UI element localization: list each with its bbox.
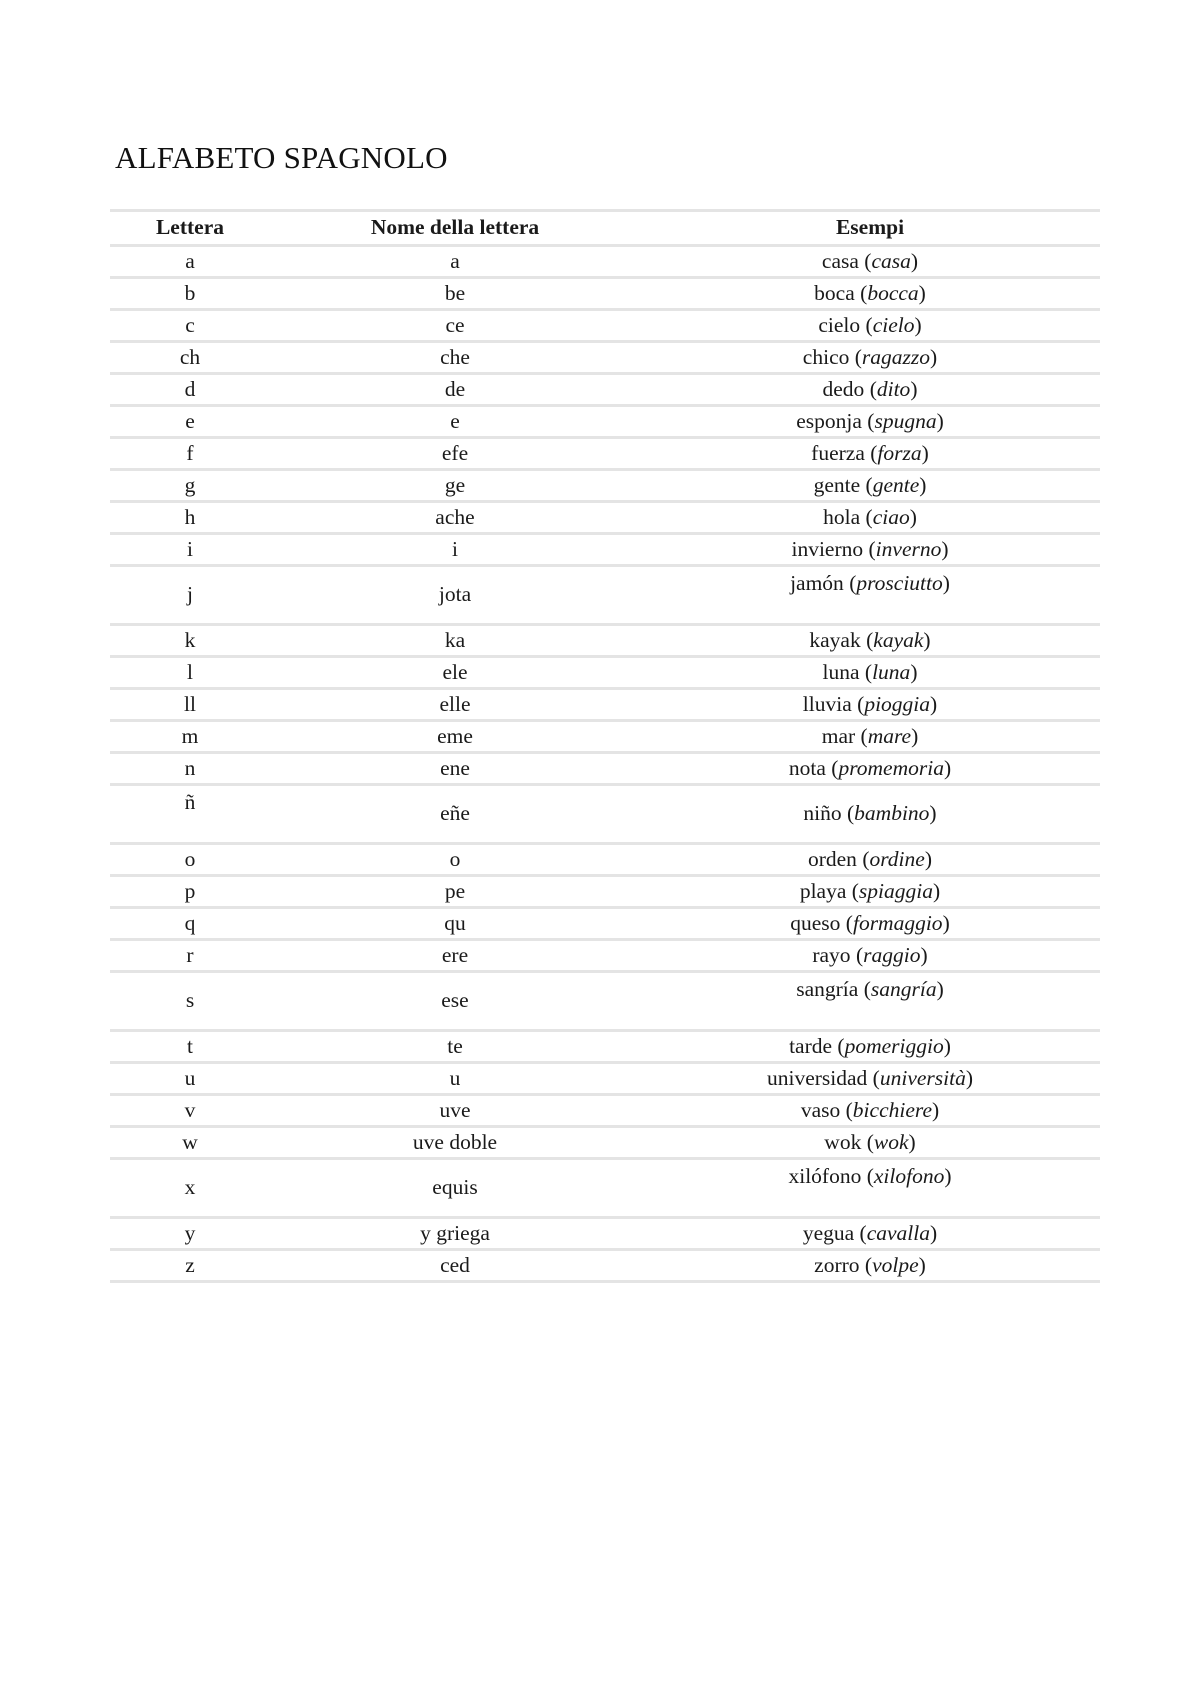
letter-cell: t <box>187 1033 193 1058</box>
table-row <box>110 786 1100 845</box>
example-word: casa <box>821 248 859 273</box>
letter-cell: v <box>184 1097 196 1122</box>
example-translation: promemoria <box>838 755 944 780</box>
table-row <box>110 567 1100 626</box>
example-cell: jamón ( prosciutto ) <box>790 571 950 595</box>
example-translation: raggio <box>863 942 921 967</box>
letter-cell: ll <box>184 691 196 716</box>
table-row <box>110 1128 1100 1160</box>
example-translation: sangría <box>870 977 937 1001</box>
letter-name-cell: de <box>444 376 466 401</box>
letter-cell: ñ <box>184 790 196 814</box>
example-cell: mar ( mare ) <box>821 723 919 748</box>
table-row <box>110 343 1100 375</box>
letter-name-cell: eme <box>437 723 473 748</box>
example-cell: xilófono ( xilofono ) <box>788 1164 952 1188</box>
example-word: luna <box>822 659 860 684</box>
example-word: playa <box>799 878 847 903</box>
table-row <box>110 658 1100 690</box>
example-word: vaso <box>800 1097 841 1122</box>
example-cell: vaso ( bicchiere ) <box>800 1097 940 1122</box>
example-translation: spugna <box>874 408 937 433</box>
example-word: mar <box>821 723 856 748</box>
alphabet-table <box>110 209 1100 1283</box>
letter-name-cell: a <box>450 248 460 273</box>
table-header-row <box>110 212 1100 247</box>
letter-cell: r <box>186 942 194 967</box>
table-row <box>110 1032 1100 1064</box>
example-translation: pioggia <box>864 691 931 716</box>
letter-cell: c <box>185 312 195 337</box>
letter-name-cell: y griega <box>420 1220 490 1245</box>
table-row <box>110 471 1100 503</box>
example-translation: ordine <box>869 846 925 871</box>
letter-cell: h <box>184 504 196 529</box>
example-cell: universidad ( università ) <box>766 1065 974 1090</box>
table-row <box>110 973 1100 1032</box>
example-cell: rayo ( raggio ) <box>812 942 928 967</box>
table-row <box>110 626 1100 658</box>
letter-name-cell: ce <box>445 312 465 337</box>
page-title: ALFABETO SPAGNOLO <box>115 140 448 175</box>
example-cell: tarde ( pomeriggio ) <box>789 1033 951 1058</box>
table-row <box>110 941 1100 973</box>
letter-cell: f <box>186 440 194 465</box>
example-word: kayak <box>809 627 861 652</box>
letter-cell: j <box>187 582 193 607</box>
table-row <box>110 1219 1100 1251</box>
example-cell: zorro ( volpe ) <box>814 1252 926 1277</box>
letter-name-cell: o <box>449 846 461 871</box>
example-cell: dedo ( dito ) <box>822 376 918 401</box>
table-row <box>110 690 1100 722</box>
example-cell: cielo ( cielo ) <box>818 312 922 337</box>
letter-cell: m <box>181 723 199 748</box>
letter-cell: d <box>184 376 196 401</box>
letter-name-cell: uve <box>439 1097 471 1122</box>
example-translation: ciao <box>872 504 910 529</box>
table-row <box>110 877 1100 909</box>
example-translation: spiaggia <box>858 878 933 903</box>
letter-cell: k <box>184 627 196 652</box>
example-word: jamón <box>790 571 844 595</box>
example-translation: pomeriggio <box>844 1033 944 1058</box>
example-word: gente <box>813 472 861 497</box>
example-cell: yegua ( cavalla ) <box>802 1220 938 1245</box>
example-word: boca <box>814 280 855 305</box>
example-word: tarde <box>789 1033 833 1058</box>
example-translation: xilofono <box>873 1164 945 1188</box>
letter-name-cell: e <box>450 408 460 433</box>
letter-name-cell: be <box>444 280 466 305</box>
letter-name-cell: pe <box>444 878 466 903</box>
example-translation: formaggio <box>852 910 943 935</box>
example-cell: nota ( promemoria ) <box>788 755 952 780</box>
example-cell: invierno ( inverno ) <box>791 536 949 561</box>
letter-name-cell: ene <box>440 755 470 780</box>
example-word: wok <box>824 1129 862 1154</box>
table-row <box>110 407 1100 439</box>
letter-cell: s <box>185 988 195 1013</box>
example-word: xilófono <box>788 1164 862 1188</box>
example-word: yegua <box>802 1220 855 1245</box>
example-translation: ragazzo <box>861 344 931 369</box>
example-translation: forza <box>877 440 922 465</box>
example-translation: cielo <box>872 312 915 337</box>
column-header-examples: Esempi <box>835 215 905 240</box>
example-word: orden <box>807 846 857 871</box>
example-translation: gente <box>872 472 920 497</box>
letter-name-cell: ele <box>442 659 468 684</box>
example-translation: luna <box>872 659 911 684</box>
letter-name-cell: qu <box>444 910 466 935</box>
example-word: sangría <box>796 977 859 1001</box>
example-word: rayo <box>812 942 851 967</box>
letter-cell: i <box>187 536 193 561</box>
example-translation: università <box>879 1065 966 1090</box>
example-word: zorro <box>814 1252 860 1277</box>
letter-cell: u <box>184 1065 196 1090</box>
letter-cell: w <box>182 1129 198 1154</box>
letter-name-cell: te <box>447 1033 463 1058</box>
table-row <box>110 279 1100 311</box>
example-word: universidad <box>766 1065 868 1090</box>
letter-cell: n <box>184 755 196 780</box>
example-word: cielo <box>818 312 861 337</box>
letter-cell: q <box>184 910 196 935</box>
letter-name-cell: u <box>449 1065 461 1090</box>
example-translation: bambino <box>854 801 930 826</box>
letter-cell: z <box>185 1252 195 1277</box>
letter-name-cell: ache <box>435 504 475 529</box>
example-word: hola <box>823 504 861 529</box>
letter-name-cell: uve doble <box>412 1129 498 1154</box>
example-translation: mare <box>867 723 912 748</box>
example-cell: hola ( ciao ) <box>823 504 917 529</box>
table-row <box>110 535 1100 567</box>
example-translation: dito <box>876 376 911 401</box>
example-cell: orden ( ordine ) <box>807 846 932 871</box>
letter-name-cell: che <box>440 344 470 369</box>
example-word: dedo <box>822 376 865 401</box>
table-row <box>110 1160 1100 1219</box>
example-word: invierno <box>791 536 864 561</box>
example-translation: inverno <box>875 536 942 561</box>
example-cell: gente ( gente ) <box>813 472 927 497</box>
letter-cell: x <box>184 1175 196 1200</box>
example-cell: wok ( wok ) <box>824 1129 916 1154</box>
column-header-letter-name: Nome della lettera <box>370 215 540 240</box>
example-cell: niño ( bambino ) <box>803 801 937 826</box>
example-cell: luna ( luna ) <box>822 659 918 684</box>
letter-name-cell: ese <box>441 988 469 1013</box>
example-translation: bocca <box>867 280 919 305</box>
letter-cell: g <box>184 472 196 497</box>
example-cell: sangría ( sangría ) <box>796 977 944 1001</box>
example-cell: boca ( bocca ) <box>814 280 926 305</box>
example-translation: volpe <box>872 1252 919 1277</box>
letter-name-cell: ere <box>441 942 469 967</box>
letter-cell: l <box>187 659 193 684</box>
example-word: queso <box>790 910 841 935</box>
example-cell: kayak ( kayak ) <box>809 627 931 652</box>
table-row <box>110 247 1100 279</box>
example-cell: casa ( casa ) <box>821 248 919 273</box>
letter-name-cell: ced <box>440 1252 470 1277</box>
table-row <box>110 375 1100 407</box>
letter-cell: y <box>184 1220 196 1245</box>
letter-cell: e <box>185 408 195 433</box>
letter-name-cell: ka <box>444 627 466 652</box>
column-header-letter: Lettera <box>155 215 225 240</box>
example-translation: wok <box>873 1129 909 1154</box>
table-row <box>110 439 1100 471</box>
letter-name-cell: ge <box>444 472 466 497</box>
letter-cell: ch <box>179 344 201 369</box>
table-row <box>110 1064 1100 1096</box>
letter-name-cell: jota <box>438 582 472 607</box>
example-word: nota <box>788 755 826 780</box>
letter-name-cell: efe <box>441 440 469 465</box>
table-row <box>110 503 1100 535</box>
example-translation: kayak <box>873 627 924 652</box>
example-cell: queso ( formaggio ) <box>790 910 950 935</box>
example-word: lluvia <box>802 691 852 716</box>
example-cell: lluvia ( pioggia ) <box>802 691 938 716</box>
letter-name-cell: equis <box>432 1175 478 1200</box>
letter-name-cell: elle <box>439 691 471 716</box>
example-cell: fuerza ( forza ) <box>811 440 929 465</box>
letter-cell: b <box>184 280 196 305</box>
example-word: niño <box>803 801 842 826</box>
example-translation: casa <box>871 248 911 273</box>
example-translation: cavalla <box>866 1220 930 1245</box>
letter-cell: o <box>184 846 196 871</box>
letter-name-cell: i <box>452 536 458 561</box>
table-row <box>110 754 1100 786</box>
letter-cell: a <box>185 248 195 273</box>
letter-name-cell: eñe <box>440 801 470 826</box>
example-translation: prosciutto <box>856 571 943 595</box>
example-cell: playa ( spiaggia ) <box>799 878 941 903</box>
table-row <box>110 845 1100 877</box>
table-row <box>110 1096 1100 1128</box>
table-row <box>110 1251 1100 1283</box>
example-cell: esponja ( spugna ) <box>796 408 944 433</box>
example-word: esponja <box>796 408 862 433</box>
letter-cell: p <box>184 878 196 903</box>
example-word: fuerza <box>811 440 865 465</box>
example-word: chico <box>802 344 850 369</box>
example-cell: chico ( ragazzo ) <box>802 344 938 369</box>
table-row <box>110 311 1100 343</box>
table-row <box>110 722 1100 754</box>
example-translation: bicchiere <box>852 1097 932 1122</box>
table-row <box>110 909 1100 941</box>
